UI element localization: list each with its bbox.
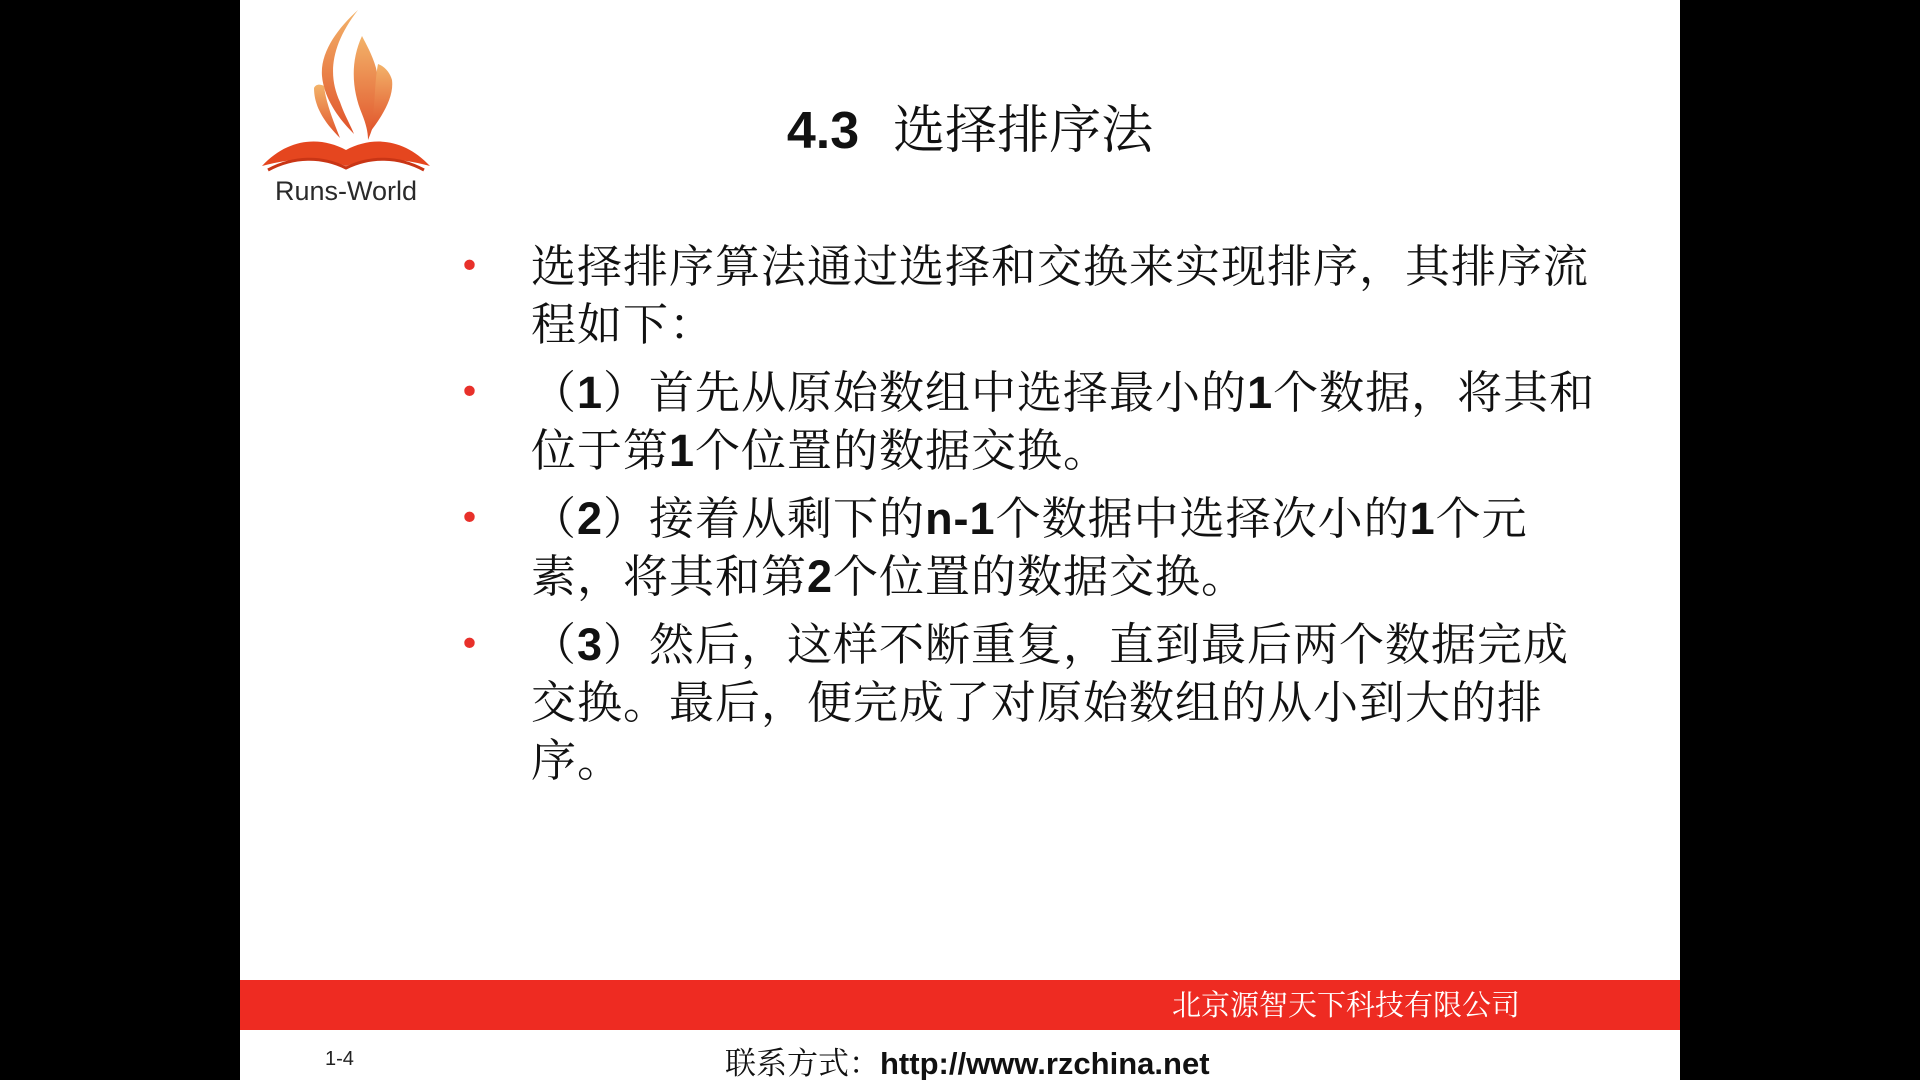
- bullet-text-bold-part: 1: [1247, 367, 1274, 418]
- bullet-text-bold-part: 1: [577, 367, 604, 418]
- bullet-text-bold-part: 3: [577, 619, 604, 670]
- bullet-text-part: 个位置的数据交换。: [695, 424, 1110, 477]
- footer-bar: [240, 980, 1680, 1030]
- bullet-item: [455, 616, 1615, 790]
- slide-title-text: 选择排序法: [893, 101, 1154, 161]
- bullet-text: [531, 492, 1528, 603]
- bullet-text-part: 个位置的数据交换。: [833, 550, 1248, 603]
- bullet-text-part: ）首先从原始数组中选择最小的: [603, 366, 1248, 419]
- bullet-text-part: ）然后，这样不断重复，直到最后两个数据完成交换。最后，便完成了对原始数组的从小到大的排序。: [531, 618, 1570, 787]
- bullet-text: [531, 366, 1595, 477]
- bullet-dot-icon: •: [458, 624, 482, 665]
- bullet-text: [531, 618, 1569, 787]
- bullet-text-part: （: [531, 366, 578, 419]
- bullet-item: [455, 364, 1615, 480]
- bullet-dot-icon: •: [458, 498, 482, 539]
- runs-world-logo: [258, 6, 434, 206]
- logo-text: Runs-World: [274, 176, 418, 206]
- slide-title-number: 4.3: [786, 102, 860, 160]
- bullet-dot-icon: •: [458, 246, 482, 287]
- bullet-text-bold-part: 2: [807, 551, 834, 602]
- bullet-text-part: 选择排序算法通过选择和交换来实现排序，其排序流程如下：: [531, 240, 1590, 351]
- bullet-list: [455, 238, 1615, 800]
- bullet-item: [455, 490, 1615, 606]
- contact-url[interactable]: http://www.rzchina.net: [880, 1046, 1210, 1080]
- contact-info: [725, 1038, 1210, 1080]
- contact-label: 联系方式：: [725, 1046, 880, 1080]
- bullet-text-bold-part: 1: [1409, 493, 1436, 544]
- company-name: 北京源智天下科技有限公司: [1171, 988, 1520, 1022]
- page-number: 1-4: [325, 1048, 354, 1070]
- presentation-slide: [240, 0, 1680, 1080]
- flame-book-icon: [258, 6, 434, 176]
- slide-title: [570, 88, 1370, 163]
- bullet-text-bold-part: 2: [577, 493, 604, 544]
- bullet-dot-icon: •: [458, 372, 482, 413]
- bullet-item: [455, 238, 1615, 354]
- bullet-text: [531, 240, 1589, 351]
- bullet-text-part: （: [531, 618, 578, 671]
- bullet-text-bold-part: n-1: [925, 493, 996, 544]
- bullet-text-part: ）接着从剩下的: [603, 492, 926, 545]
- bullet-text-part: 个数据中选择次小的: [995, 492, 1410, 545]
- bullet-text-part: 个元素，将其和第: [531, 492, 1528, 603]
- bullet-text-part: （: [531, 492, 578, 545]
- bullet-text-bold-part: 1: [669, 425, 696, 476]
- bullet-text-part: 个数据，将其和位于第: [531, 366, 1596, 477]
